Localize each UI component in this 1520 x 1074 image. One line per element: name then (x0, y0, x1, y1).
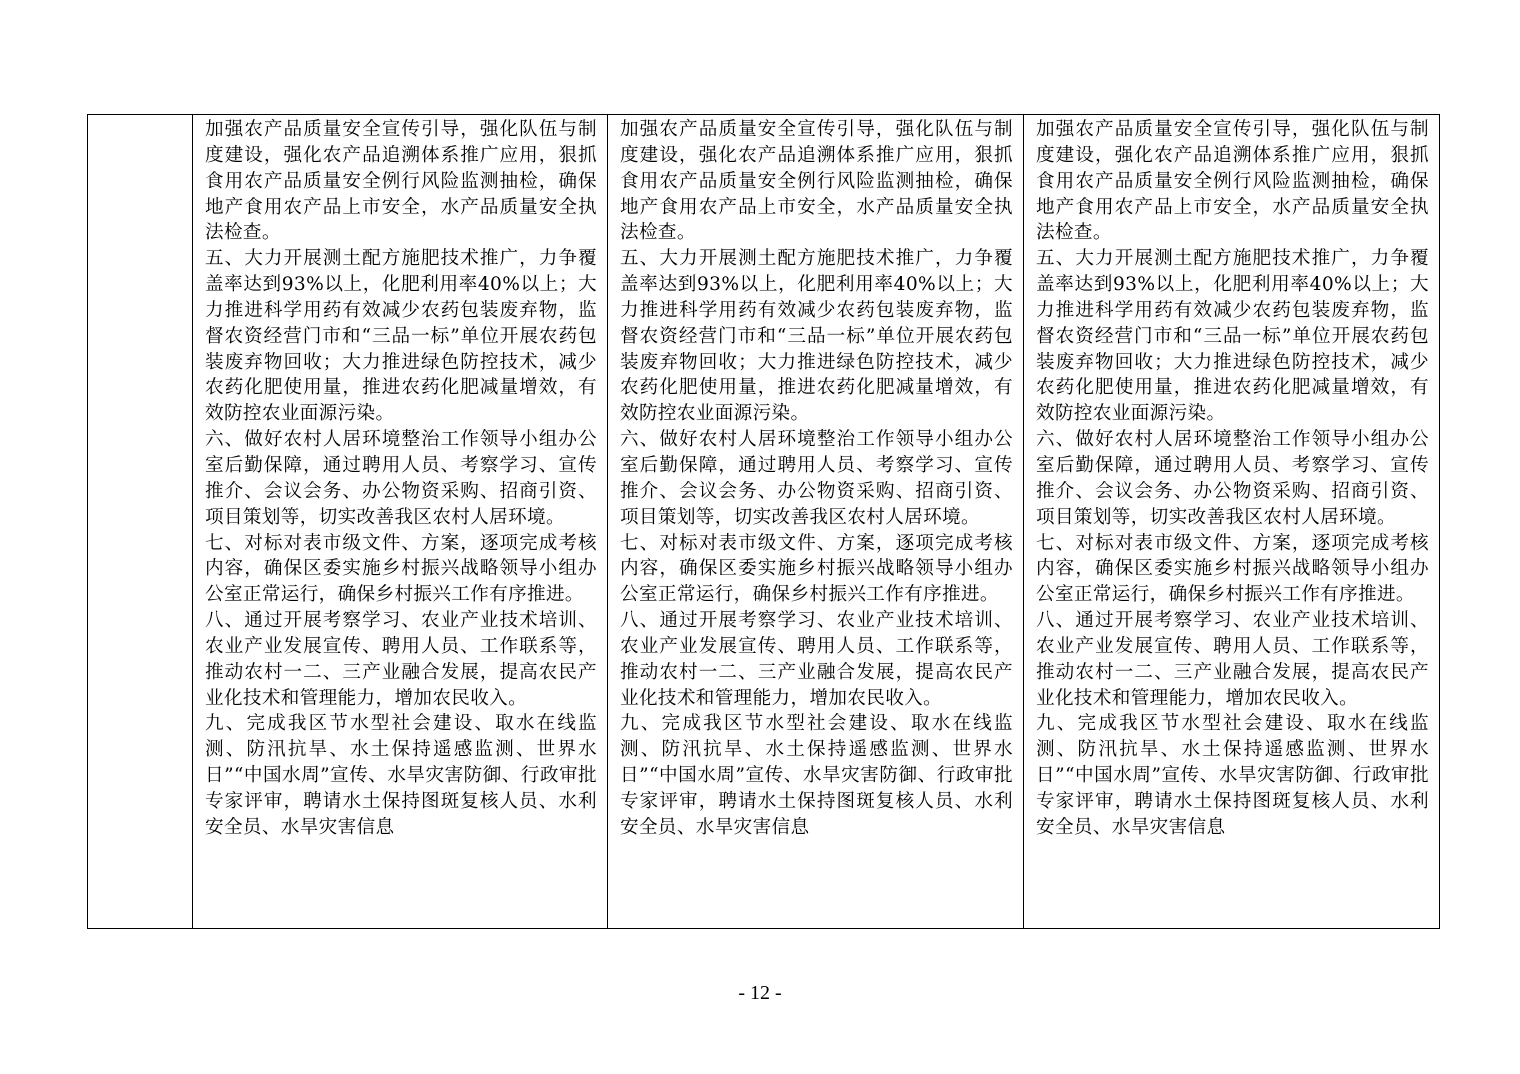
content-table (87, 114, 1440, 929)
cell-paragraph: 八、通过开展考察学习、农业产业技术培训、农业产业发展宣传、聘用人员、工作联系等，推动农村一二、三产业融合发展，提高农民产业化技术和管理能力，增加农民收入。 (620, 610, 1013, 709)
cell-paragraph: 七、对标对表市级文件、方案，逐项完成考核内容，确保区委实施乡村振兴战略领导小组办公室正常运行，确保乡村振兴工作有序推进。 (1036, 532, 1429, 606)
cell-paragraph: 九、完成我区节水型社会建设、取水在线监测、防汛抗旱、水土保持遥感监测、世界水日”“中国水周”宣传、水旱灾害防御、行政审批专家评审，聘请水土保持图斑复核人员、水利安全员、水旱灾害信息 (205, 713, 597, 838)
table-cell-column-2 (608, 115, 1024, 929)
cell-paragraph: 五、大力开展测土配方施肥技术推广，力争覆盖率达到93%以上，化肥利用率40%以上；大力推进科学用药有效减少农药包装废弃物，监督农资经营门市和“三品一标”单位开展农药包装废弃物回收；大力推进绿色防控技术，减少农药化肥使用量，推进农药化肥减量增效，有效防控农业面源污染。 (1036, 248, 1429, 425)
table-cell-column-3 (1024, 115, 1440, 929)
table-cell-column-1 (193, 115, 608, 929)
cell-paragraph: 加强农产品质量安全宣传引导，强化队伍与制度建设，强化农产品追溯体系推广应用，狠抓食用农产品质量安全例行风险监测抽检，确保地产食用农产品上市安全，水产品质量安全执法检查。 (1036, 119, 1429, 244)
cell-paragraph: 六、做好农村人居环境整治工作领导小组办公室后勤保障，通过聘用人员、考察学习、宣传推介、会议会务、办公物资采购、招商引资、项目策划等，切实改善我区农村人居环境。 (205, 429, 597, 528)
cell-paragraph: 九、完成我区节水型社会建设、取水在线监测、防汛抗旱、水土保持遥感监测、世界水日”“中国水周”宣传、水旱灾害防御、行政审批专家评审，聘请水土保持图斑复核人员、水利安全员、水旱灾害信息 (1036, 713, 1429, 838)
cell-paragraph: 八、通过开展考察学习、农业产业技术培训、农业产业发展宣传、聘用人员、工作联系等，推动农村一二、三产业融合发展，提高农民产业化技术和管理能力，增加农民收入。 (1036, 610, 1429, 709)
cell-paragraph: 加强农产品质量安全宣传引导，强化队伍与制度建设，强化农产品追溯体系推广应用，狠抓食用农产品质量安全例行风险监测抽检，确保地产食用农产品上市安全，水产品质量安全执法检查。 (620, 119, 1013, 244)
page-number: - 12 - (738, 982, 782, 1004)
cell-paragraph: 九、完成我区节水型社会建设、取水在线监测、防汛抗旱、水土保持遥感监测、世界水日”“中国水周”宣传、水旱灾害防御、行政审批专家评审，聘请水土保持图斑复核人员、水利安全员、水旱灾害信息 (620, 713, 1013, 838)
cell-paragraph: 八、通过开展考察学习、农业产业技术培训、农业产业发展宣传、聘用人员、工作联系等，推动农村一二、三产业融合发展，提高农民产业化技术和管理能力，增加农民收入。 (205, 610, 597, 709)
cell-paragraph: 六、做好农村人居环境整治工作领导小组办公室后勤保障，通过聘用人员、考察学习、宣传推介、会议会务、办公物资采购、招商引资、项目策划等，切实改善我区农村人居环境。 (1036, 429, 1429, 528)
cell-paragraph: 加强农产品质量安全宣传引导，强化队伍与制度建设，强化农产品追溯体系推广应用，狠抓食用农产品质量安全例行风险监测抽检，确保地产食用农产品上市安全，水产品质量安全执法检查。 (205, 119, 597, 244)
cell-paragraph: 七、对标对表市级文件、方案，逐项完成考核内容，确保区委实施乡村振兴战略领导小组办公室正常运行，确保乡村振兴工作有序推进。 (205, 532, 597, 606)
cell-paragraph: 六、做好农村人居环境整治工作领导小组办公室后勤保障，通过聘用人员、考察学习、宣传推介、会议会务、办公物资采购、招商引资、项目策划等，切实改善我区农村人居环境。 (620, 429, 1013, 528)
cell-paragraph: 五、大力开展测土配方施肥技术推广，力争覆盖率达到93%以上，化肥利用率40%以上；大力推进科学用药有效减少农药包装废弃物，监督农资经营门市和“三品一标”单位开展农药包装废弃物回收；大力推进绿色防控技术，减少农药化肥使用量，推进农药化肥减量增效，有效防控农业面源污染。 (205, 248, 597, 425)
cell-paragraph: 五、大力开展测土配方施肥技术推广，力争覆盖率达到93%以上，化肥利用率40%以上；大力推进科学用药有效减少农药包装废弃物，监督农资经营门市和“三品一标”单位开展农药包装废弃物回收；大力推进绿色防控技术，减少农药化肥使用量，推进农药化肥减量增效，有效防控农业面源污染。 (620, 248, 1013, 425)
cell-paragraph: 七、对标对表市级文件、方案，逐项完成考核内容，确保区委实施乡村振兴战略领导小组办公室正常运行，确保乡村振兴工作有序推进。 (620, 532, 1013, 606)
table-cell-empty (88, 115, 193, 929)
table-row (88, 115, 1440, 929)
